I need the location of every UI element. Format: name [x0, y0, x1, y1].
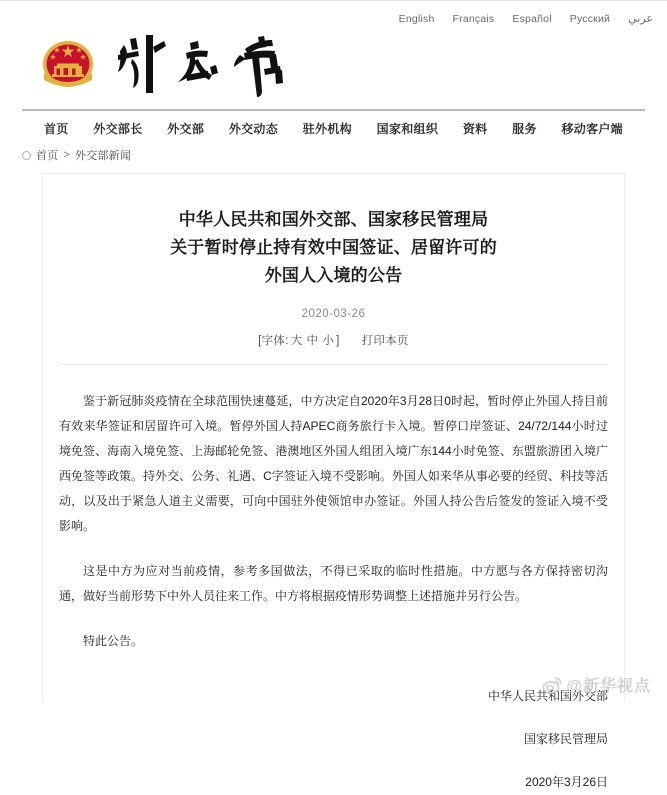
nav-item-resources[interactable]: 资料	[462, 121, 488, 136]
font-size-control	[258, 335, 340, 347]
signature-line: 国家移民管理局	[523, 732, 608, 746]
article-body	[43, 365, 624, 654]
page-title-line-3: 外国人入境的公告	[264, 266, 403, 285]
page-title-line-2: 关于暂时停止持有效中国签证、居留许可的	[170, 238, 497, 257]
nav-item-home[interactable]: 首页	[44, 121, 69, 136]
publish-date: 2020-03-26	[301, 308, 366, 320]
nav-item-missions-abroad[interactable]: 驻外机构	[302, 121, 352, 136]
breadcrumb-bullet-icon	[22, 151, 31, 160]
page-title-line-1: 中华人民共和国外交部、国家移民管理局	[178, 210, 489, 229]
nav-item-diplomatic-news[interactable]: 外交动态	[228, 121, 279, 136]
breadcrumb-home-link[interactable]: 首页	[36, 150, 59, 162]
nav-item-services[interactable]: 服务	[512, 121, 537, 136]
article-card	[42, 173, 625, 789]
font-size-small-button[interactable]: 小	[322, 335, 335, 347]
nav-item-foreign-minister[interactable]: 外交部长	[93, 121, 143, 136]
site-brand[interactable]	[38, 27, 312, 99]
language-link-espanol[interactable]: Español	[512, 12, 552, 25]
language-bar	[399, 12, 653, 25]
watermark-text: @新华视点	[566, 678, 651, 695]
article-signature	[43, 674, 624, 795]
font-size-medium-button[interactable]: 中	[306, 335, 319, 347]
main-navigation	[22, 109, 645, 143]
wordmark-calligraphy	[112, 27, 312, 99]
nav-item-countries-organizations[interactable]: 国家和组织	[376, 121, 439, 136]
font-size-label: [字体:	[258, 335, 289, 347]
print-page-button[interactable]: 打印本页	[361, 335, 409, 347]
language-link-francais[interactable]: Français	[452, 12, 495, 25]
font-size-label-close: ]	[336, 335, 340, 347]
language-link-english[interactable]: English	[398, 12, 435, 25]
article-paragraph: 特此公告。	[83, 634, 144, 648]
national-emblem-icon	[38, 33, 98, 93]
page-title	[43, 174, 624, 290]
font-size-large-button[interactable]: 大	[290, 335, 303, 347]
watermark	[542, 673, 651, 696]
breadcrumb	[22, 147, 131, 163]
site-header	[0, 1, 667, 109]
signature-line: 中华人民共和国外交部	[487, 689, 608, 703]
article-toolbar	[43, 332, 624, 348]
nav-item-ministry[interactable]: 外交部	[167, 121, 205, 136]
nav-item-mobile-client[interactable]: 移动客户端	[561, 121, 623, 136]
language-link-arabic[interactable]: عربي	[628, 13, 653, 25]
article-paragraph: 鉴于新冠肺炎疫情在全球范围快速蔓延，中方决定自2020年3月28日0时起，暂时停止外国人持目前有效来华签证和居留许可入境。暂停外国人持APEC商务旅行卡入境。暂停口岸签证、24/72/144小时过境免签、海南入境免签、上海邮轮免签、港澳地区外国人组团入境广东144小时免签、东盟旅游团入境广西免签等政策。持外交、公务、礼遇、C字签证入境不受影响。外国人如来华从事必要的经贸、科技等活动，以及出于紧急人道主义需要，可向中国驻外使领馆申办签证。外国人持公告后签发的签证入境不受影响。	[59, 394, 608, 533]
breadcrumb-separator: >	[63, 149, 71, 161]
article-paragraph: 这是中方为应对当前疫情，参考多国做法，不得已采取的临时性措施。中方愿与各方保持密切沟通，做好当前形势下中外人员往来工作。中方将根据疫情形势调整上述措施并另行公告。	[59, 564, 608, 603]
signature-line: 2020年3月26日	[525, 775, 608, 789]
language-link-russian[interactable]: Русский	[569, 12, 611, 25]
breadcrumb-current: 外交部新闻	[75, 150, 132, 162]
weibo-icon	[542, 675, 562, 695]
